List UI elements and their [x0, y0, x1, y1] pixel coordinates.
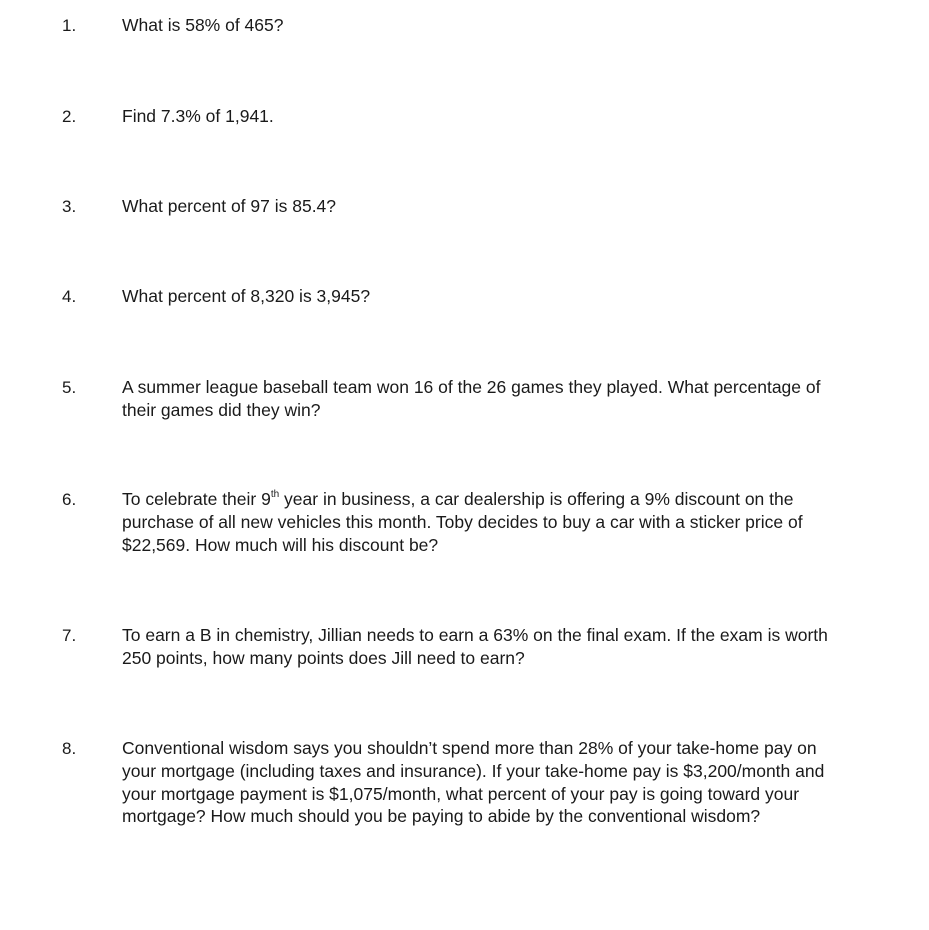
problem-number: 6. — [62, 490, 77, 509]
problem-number: 2. — [62, 107, 77, 126]
problem-text: What is 58% of 465? — [122, 15, 284, 35]
problem-text — [122, 488, 847, 556]
ordinal-superscript: th — [270, 489, 280, 501]
problem-text: A summer league baseball team won 16 of the 26 games they played. What percentage of their games did they win? — [122, 377, 821, 420]
problem-number: 4. — [62, 287, 77, 306]
problem-text: What percent of 97 is 85.4? — [122, 196, 337, 216]
problem-text: Find 7.3% of 1,941. — [122, 106, 274, 126]
problem-text: What percent of 8,320 is 3,945? — [122, 286, 371, 306]
problem-text-start: To celebrate their 9 — [122, 489, 271, 509]
problem-number: 5. — [62, 378, 77, 397]
problem-number: 7. — [62, 626, 77, 645]
problem-number: 8. — [62, 739, 77, 758]
problem-text: To earn a B in chemistry, Jillian needs to earn a 63% on the final exam. If the exam is worth 250 points, how many points does Jill need to earn? — [122, 625, 828, 668]
problem-number: 1. — [62, 16, 77, 35]
problem-number: 3. — [62, 197, 77, 216]
problem-text: Conventional wisdom says you shouldn’t spend more than 28% of your take-home pay on your mortgage (including taxes and insurance). If your take-home pay is $3,200/month and your mortgage payment is $1,075/month, what percent of your pay is going toward your mortgage? How much should you be paying to abide by the conventional wisdom? — [122, 738, 825, 827]
problem-text-end: year in business, a car dealership is offering a 9% discount on the purchase of all new vehicles this month. Toby decides to buy a car with a sticker price of $22,569. How much will his discount be? — [122, 489, 803, 555]
